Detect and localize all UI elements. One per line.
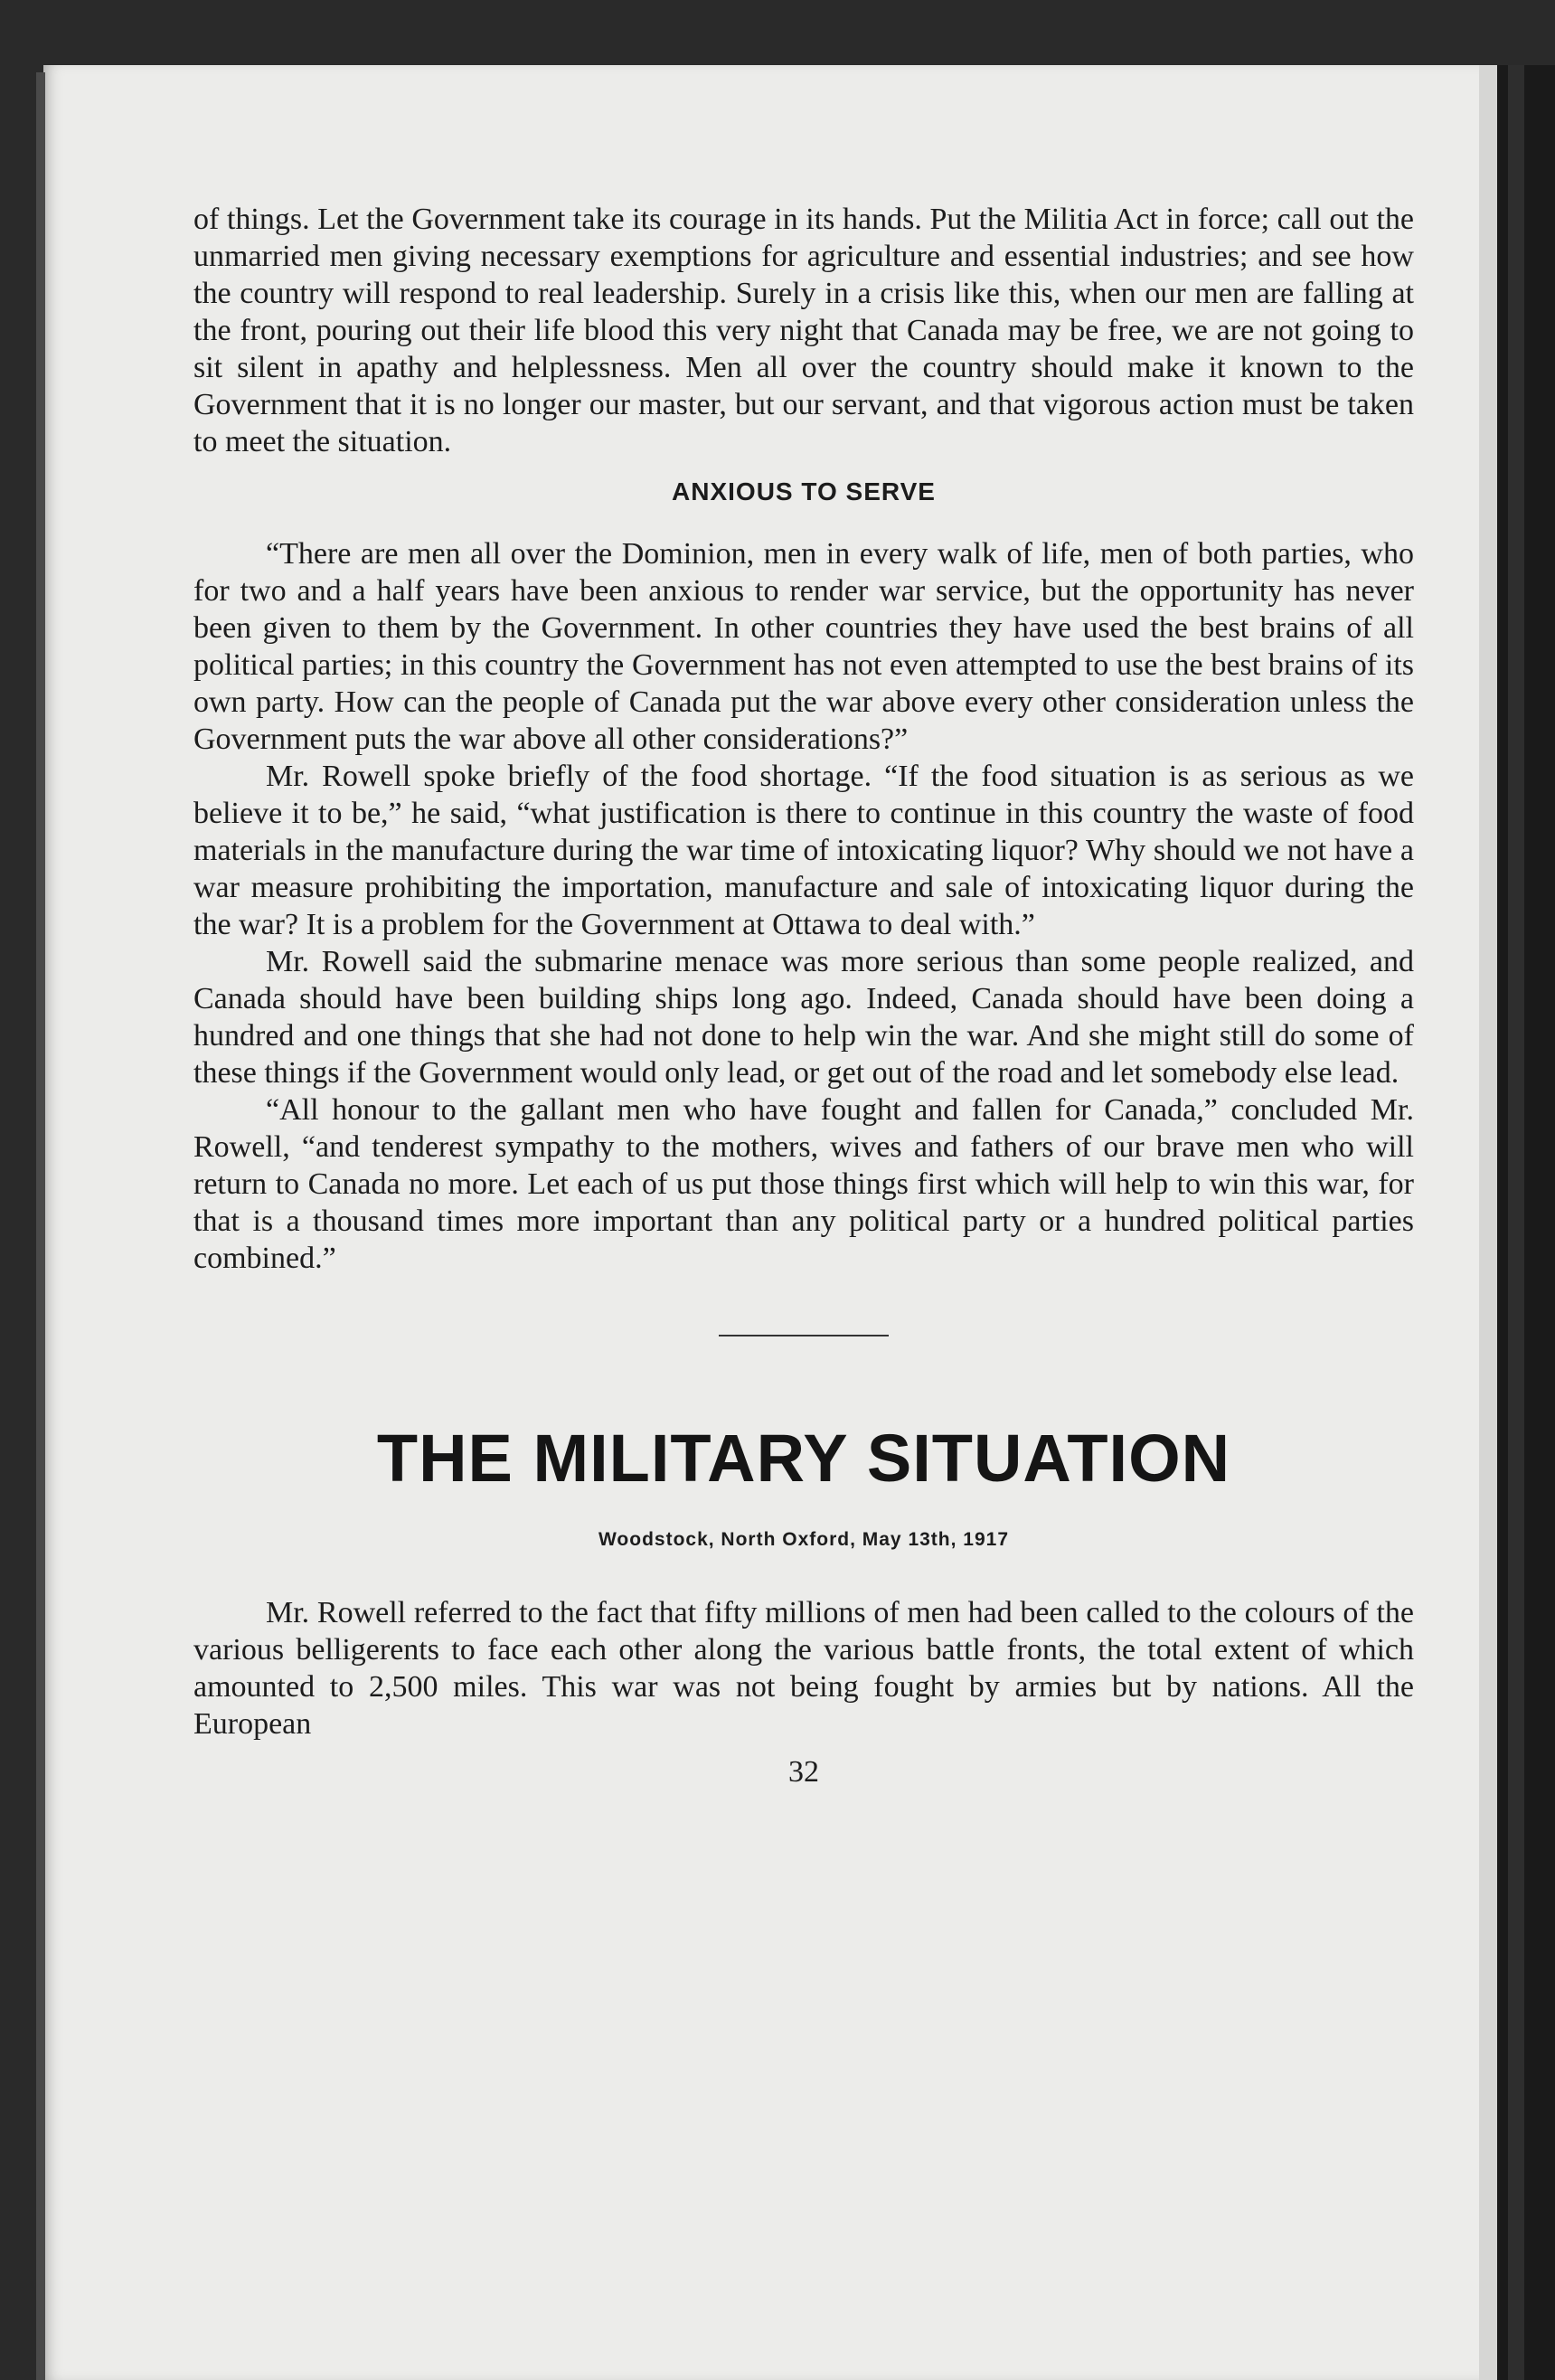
page-right-margin	[1479, 65, 1497, 2380]
paragraph-continuation: of things. Let the Government take its courage in its hands. Put the Militia Act in force; call out the unmarried men giving necessary exemptions for agriculture and essential industries; and see how the country will respond to real leadership. Surely in a crisis like this, when our men are falling at the front, pouring out their life blood this very night that Canada may be free, we are not going to sit silent in apathy and helplessness. Men all over the country should make it known to the Government that it is no longer our master, but our servant, and that vigorous action must be taken to meet the situation.	[193, 203, 1414, 458]
paragraph-food-shortage: Mr. Rowell spoke briefly of the food shortage. “If the food situation is as serious as we believe it to be,” he said, “what justification is there to continue in this country the waste of food materials in the manufacture during the war time of intoxicating liquor? Why should we not have a war measure prohibiting the importation, manufacture and sale of intoxicating liquor during the the war? It is a problem for the Government at Ottawa to deal with.”	[193, 760, 1414, 941]
next-page-edge	[1508, 65, 1524, 2380]
page-text-block	[193, 201, 1414, 1790]
chapter-title: THE MILITARY SITUATION	[376, 1421, 1231, 1496]
dateline: Woodstock, North Oxford, May 13th, 1917	[598, 1529, 1010, 1550]
page-binding-edge	[36, 72, 45, 2380]
paragraph-honour: “All honour to the gallant men who have fought and fallen for Canada,” concluded Mr. Rowell, “and tenderest sympathy to the mothers, wives and fathers of our brave men who will return to Canada no more. Let each of us put those things first which will help to win this war, for that is a thousand times more important than any political party or a hundred political parties combined.”	[193, 1093, 1414, 1275]
section-heading: ANXIOUS TO SERVE	[672, 477, 936, 505]
scan-background-right	[1497, 65, 1555, 2380]
page-number: 32	[788, 1755, 819, 1789]
paragraph-military: Mr. Rowell referred to the fact that fifty millions of men had been called to the colours of the various belligerents to face each other along the various battle fronts, the total extent of which amounted to 2,500 miles. This war was not being fought by armies but by nations. All the European	[193, 1596, 1414, 1741]
paragraph-submarine: Mr. Rowell said the submarine menace was more serious than some people realized, and Canada should have been building ships long ago. Indeed, Canada should have been doing a hundred and one things that she had not done to help win the war. And she might still do some of these things if the Government would only lead, or get out of the road and let somebody else lead.	[193, 945, 1414, 1090]
section-divider	[719, 1335, 889, 1336]
paragraph-quote-serve: “There are men all over the Dominion, men in every walk of life, men of both parties, who for two and a half years have been anxious to render war service, but the opportunity has never been given to them by the Government. In other countries they have used the best brains of all political parties; in this country the Government has not even attempted to use the best brains of its own party. How can the people of Canada put the war above every other consideration unless the Government puts the war above all other considerations?”	[193, 537, 1414, 756]
